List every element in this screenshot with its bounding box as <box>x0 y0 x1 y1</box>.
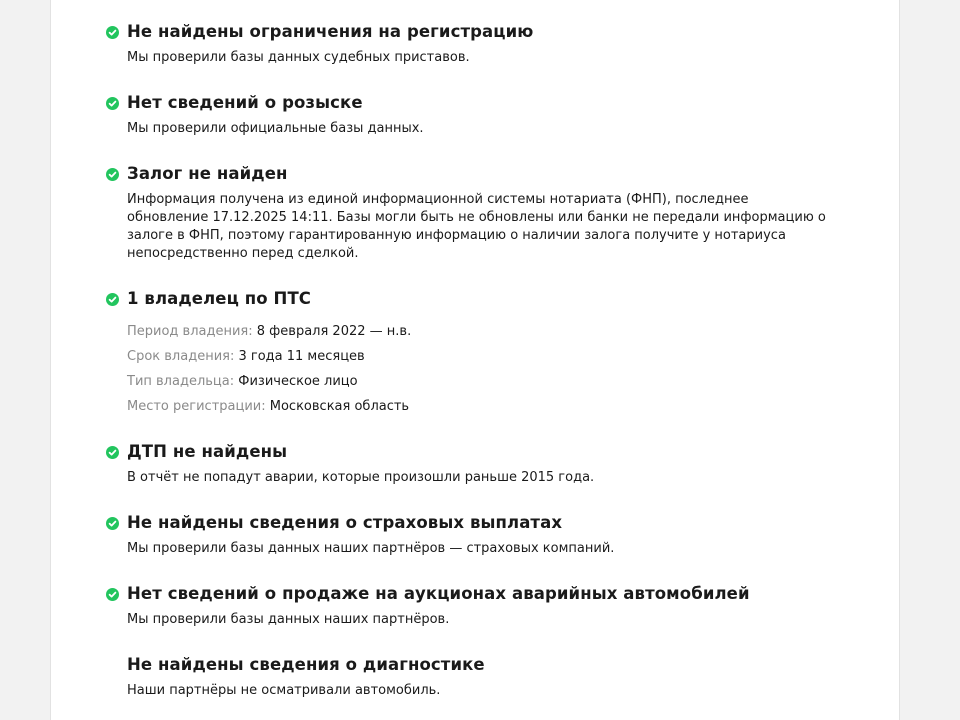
detail-value: 8 февраля 2022 — н.в. <box>256 324 412 339</box>
check-circle-icon <box>106 293 119 306</box>
check-circle-icon <box>106 168 119 181</box>
description-line: Информация получена из единой информационной системы нотариата (ФНП), последнее <box>127 192 749 207</box>
check-auctions <box>106 583 846 629</box>
detail-row <box>127 344 846 369</box>
check-pledge <box>106 163 846 263</box>
section-description: Наши партнёры не осматривали автомобиль. <box>127 683 441 698</box>
detail-row <box>127 319 846 344</box>
check-wanted <box>106 92 846 138</box>
section-description: В отчёт не попадут аварии, которые произошли раньше 2015 года. <box>127 470 595 485</box>
description-line: непосредственно перед сделкой. <box>127 246 359 261</box>
check-accidents <box>106 441 846 487</box>
check-circle-icon <box>106 446 119 459</box>
check-circle-icon <box>106 588 119 601</box>
section-description: Мы проверили базы данных наших партнёров — страховых компаний. <box>127 541 615 556</box>
section-description: Мы проверили базы данных наших партнёров. <box>127 612 450 627</box>
check-owners <box>106 288 846 419</box>
detail-label: Место регистрации: <box>127 399 266 414</box>
detail-row <box>127 394 846 419</box>
report-card <box>50 0 900 720</box>
detail-label: Тип владельца: <box>127 374 235 389</box>
check-diagnostics <box>106 654 846 700</box>
check-insurance-payouts <box>106 512 846 558</box>
section-title: Не найдены сведения о страховых выплатах <box>127 513 563 532</box>
section-title: Не найдены сведения о диагностике <box>127 655 485 674</box>
section-title: 1 владелец по ПТС <box>127 289 312 308</box>
section-description: Мы проверили официальные базы данных. <box>127 121 424 136</box>
owner-details <box>127 319 846 419</box>
section-title: Нет сведений о продаже на аукционах аварийных автомобилей <box>127 584 750 603</box>
check-circle-icon <box>106 26 119 39</box>
detail-row <box>127 369 846 394</box>
section-title: Не найдены ограничения на регистрацию <box>127 22 534 41</box>
section-title: Залог не найден <box>127 164 288 183</box>
detail-value: Московская область <box>269 399 410 414</box>
section-title: Нет сведений о розыске <box>127 93 363 112</box>
section-title: ДТП не найдены <box>127 442 288 461</box>
detail-value: 3 года 11 месяцев <box>238 349 365 364</box>
check-circle-icon <box>106 517 119 530</box>
description-line: залоге в ФНП, поэтому гарантированную информацию о наличии залога получите у нотариуса <box>127 228 786 243</box>
detail-value: Физическое лицо <box>238 374 358 389</box>
detail-label: Срок владения: <box>127 349 235 364</box>
description-line: обновление 17.12.2025 14:11. Базы могли быть не обновлены или банки не передали информацию о <box>127 210 826 225</box>
detail-label: Период владения: <box>127 324 253 339</box>
check-registration-restrictions <box>106 21 846 67</box>
section-description <box>127 191 846 263</box>
section-description: Мы проверили базы данных судебных приставов. <box>127 50 470 65</box>
check-circle-icon <box>106 97 119 110</box>
